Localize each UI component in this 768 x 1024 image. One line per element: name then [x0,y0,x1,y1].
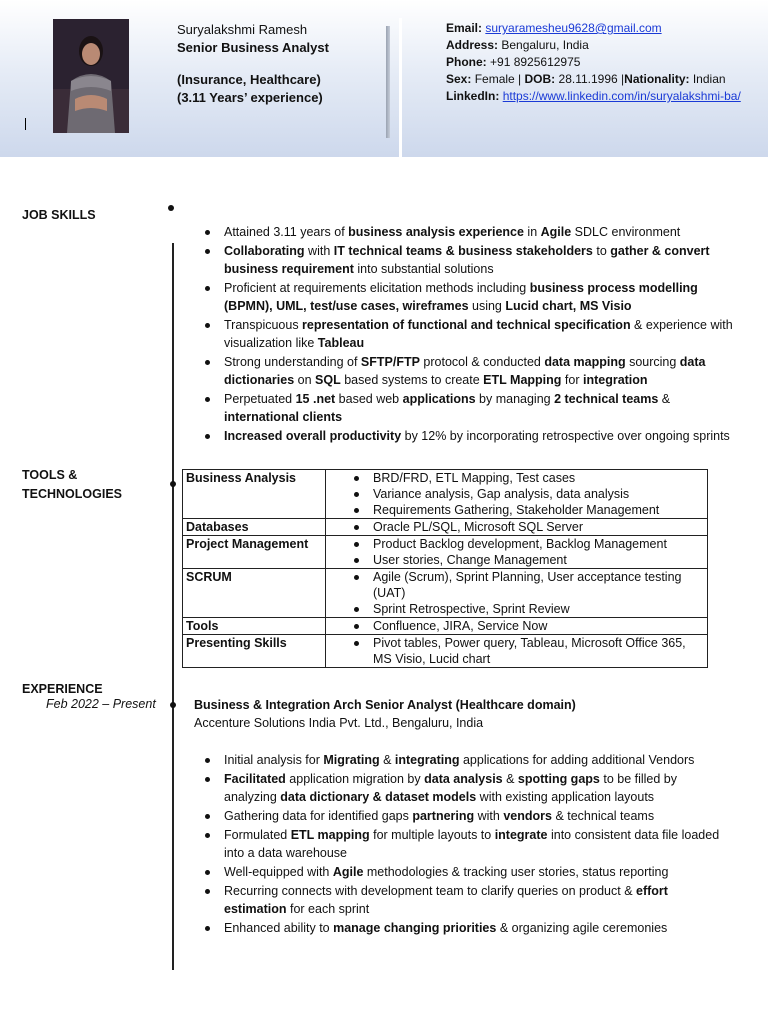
bold-text: data mapping [544,355,626,369]
tool-items-cell [326,536,708,569]
bold-text: integrate [494,828,548,842]
experience-item [200,863,720,881]
text: & experience with visualization like [224,318,733,350]
text: Initial analysis for [224,753,324,767]
bold-text: business process modelling (BPMN), UML, test/use cases, wireframes [224,281,698,313]
skill-item [200,242,735,278]
experience-title: Business & Integration Arch Senior Analyst (Healthcare domain) [194,698,576,712]
experience-date: Feb 2022 – Present [46,697,156,711]
domains: (Insurance, Healthcare) [177,72,321,87]
profile-photo [53,19,129,133]
resume-header [0,0,768,157]
linkedin-link[interactable]: https://www.linkedin.com/in/suryalakshmi-ba/ [502,89,741,103]
text: using [468,299,506,313]
experience-item [200,919,720,937]
bold-text: applications [402,392,476,406]
text: in [523,225,541,239]
bold-text: Lucid chart, MS Visio [505,299,632,313]
text: Attained 3.11 years of [224,225,349,239]
bold-text: SQL [315,373,341,387]
job-title-header: Senior Business Analyst [177,40,329,55]
bold-text: 15 .net [295,392,336,406]
bold-text: integrating [394,753,460,767]
experience-item [200,807,720,825]
tool-item: Pivot tables, Power query, Tableau, Microsoft Office 365, MS Visio, Lucid chart [329,635,704,667]
table-row [183,569,708,618]
bold-text: partnering [412,809,475,823]
timeline-dot [168,205,174,211]
tool-item: Sprint Retrospective, Sprint Review [329,601,704,617]
job-skills-list [200,223,735,446]
bold-text: SFTP/FTP [360,355,420,369]
text: Perpetuated [224,392,296,406]
text: with existing application layouts [476,790,655,804]
tool-item: Product Backlog development, Backlog Management [329,536,704,552]
bold-text: 2 technical teams [554,392,659,406]
section-tools-line2: TECHNOLOGIES [22,487,123,501]
section-job-skills: JOB SKILLS [22,208,96,222]
text: on [294,373,316,387]
bold-text: Agile [332,865,364,879]
address-value: Bengaluru, India [501,38,589,52]
person-silhouette-icon [53,19,129,133]
bold-text: spotting gaps [517,772,600,786]
linkedin-label: LinkedIn: [446,89,500,103]
tool-category: Project Management [183,536,326,569]
bold-text: Facilitated [224,772,286,786]
tool-items-cell [326,635,708,668]
nationality-value: Indian [692,72,726,86]
table-row [183,519,708,536]
text: Gathering data for identified gaps [224,809,413,823]
skill-item [200,279,735,315]
text: for each sprint [286,902,370,916]
skill-item [200,223,735,241]
text: Proficient at requirements elicitation methods including [224,281,530,295]
table-row [183,635,708,668]
tool-category: Tools [183,618,326,635]
text: sourcing [625,355,680,369]
text: Recurring connects with development team to clarify queries on product & [224,884,637,898]
text: by managing [475,392,555,406]
tool-item: Agile (Scrum), Sprint Planning, User acceptance testing (UAT) [329,569,704,601]
tool-item: User stories, Change Management [329,552,704,568]
bold-text: data dictionaries [224,355,706,387]
dob-value: 28.11.1996 [558,72,618,86]
text: Enhanced ability to [224,921,334,935]
phone-value: +91 8925612975 [490,55,581,69]
experience-bullets [200,751,720,938]
bold-text: international clients [224,410,343,424]
text: applications for adding additional Vendors [459,753,695,767]
tool-category: SCRUM [183,569,326,618]
text: methodologies & tracking user stories, status reporting [363,865,669,879]
tool-category: Presenting Skills [183,635,326,668]
text: application migration by [285,772,425,786]
bold-text: Agile [540,225,572,239]
text: Well-equipped with [224,865,333,879]
text: & technical teams [551,809,655,823]
bold-text: integration [582,373,648,387]
text: based web [335,392,403,406]
tool-item: Variance analysis, Gap analysis, data analysis [329,486,704,502]
timeline-line [172,243,174,970]
text: SDLC environment [571,225,681,239]
section-tools-line1: TOOLS & [22,468,78,482]
experience-company: Accenture Solutions India Pvt. Ltd., Bengaluru, India [194,716,484,730]
separator: | [617,72,625,86]
section-tools [22,466,122,504]
tool-item: Oracle PL/SQL, Microsoft SQL Server [329,519,704,535]
skill-item [200,316,735,352]
table-row [183,536,708,569]
email-label: Email: [446,21,483,35]
tool-item: BRD/FRD, ETL Mapping, Test cases [329,470,704,486]
tool-category: Business Analysis [183,470,326,519]
tool-items-cell [326,618,708,635]
candidate-name: Suryalakshmi Ramesh [177,22,308,37]
text: & [379,753,395,767]
bold-text: effort estimation [224,884,668,916]
contact-info [446,20,741,105]
experience-item [200,770,720,806]
bold-text: ETL Mapping [483,373,562,387]
years-experience: (3.11 Years’ experience) [177,90,323,105]
tool-item: Requirements Gathering, Stakeholder Management [329,502,704,518]
timeline-dot [170,481,176,487]
bold-text: vendors [503,809,552,823]
header-divider-light [399,18,402,157]
text: & organizing agile ceremonies [496,921,668,935]
email-link[interactable]: suryaramesheu9628@gmail.com [485,21,662,35]
text: Formulated [224,828,291,842]
skill-item [200,390,735,426]
text: by 12% by incorporating retrospective over ongoing sprints [401,429,730,443]
bold-text: ETL mapping [290,828,370,842]
text: to be filled by analyzing [224,772,678,804]
text: into consistent data file loaded into a data warehouse [224,828,720,860]
tool-items-cell [326,519,708,536]
phone-label: Phone: [446,55,487,69]
skill-item [200,353,735,389]
text: to [592,244,611,258]
tool-items-cell [326,569,708,618]
skill-item [200,427,735,445]
bold-text: Tableau [317,336,365,350]
text: Strong understanding of [224,355,361,369]
bold-text: data dictionary & dataset models [280,790,477,804]
bold-text: gather & convert business requirement [224,244,710,276]
text: with [474,809,504,823]
tools-table [182,469,708,668]
text: Transpicuous [224,318,303,332]
experience-item [200,751,720,769]
text: & [502,772,518,786]
section-experience: EXPERIENCE [22,682,103,696]
bold-text: IT technical teams & business stakeholders [333,244,593,258]
table-row [183,470,708,519]
text-cursor [25,118,26,130]
tool-item: Confluence, JIRA, Service Now [329,618,704,634]
timeline-dot [170,702,176,708]
table-row [183,618,708,635]
text: & [658,392,671,406]
text: into substantial solutions [353,262,494,276]
bold-text: business analysis experience [348,225,524,239]
experience-item [200,826,720,862]
text: for [561,373,583,387]
bold-text: data analysis [424,772,503,786]
text: for multiple layouts to [369,828,495,842]
address-label: Address: [446,38,499,52]
nationality-label: Nationality: [624,72,690,86]
bold-text: Collaborating [224,244,305,258]
tool-items-cell [326,470,708,519]
text: with [304,244,334,258]
bold-text: Migrating [323,753,380,767]
bold-text: representation of functional and technical specification [302,318,631,332]
bold-text: manage changing priorities [333,921,497,935]
dob-label: DOB: [524,72,556,86]
experience-item [200,882,720,918]
text: based systems to create [340,373,484,387]
text: protocol & conducted [419,355,545,369]
name-block [177,21,329,107]
separator: | [514,72,525,86]
sex-value: Female [474,72,515,86]
sex-label: Sex: [446,72,472,86]
header-divider [386,26,390,138]
tool-category: Databases [183,519,326,536]
bold-text: Increased overall productivity [224,429,402,443]
